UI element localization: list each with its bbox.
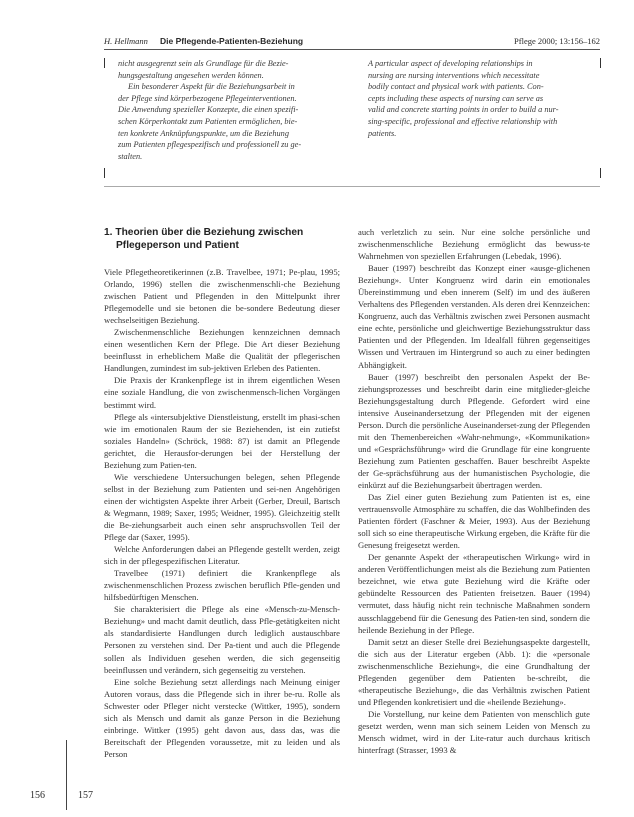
page-number-left: 156: [30, 790, 45, 801]
header-rule: [104, 49, 600, 50]
header-running-title: Die Pflegende-Patienten-Beziehung: [160, 36, 304, 46]
abstract-rule: [104, 186, 600, 187]
gutter-line: [66, 740, 67, 810]
paragraph: Travelbee (1971) definiert die Krankenpflege als zwischenmenschlichen Prozess zwischen beruflich Pfle-genden und hilfsbedürftigen Menschen.: [104, 568, 340, 603]
section-number: 1.: [104, 227, 113, 238]
abstract-en-line: patients.: [368, 128, 397, 138]
paragraph: Welche Anforderungen dabei an Pflegende gestellt werden, zeigt sich in der pflegespezifischen Literatur.: [104, 544, 340, 567]
abstract-en-line: sing-specific, professional and effective relationship with: [368, 116, 558, 126]
abstract-de-line: zum Patienten pflegespezifisch und professionell zu ge-: [118, 140, 302, 150]
abstract-de-line: schen Körperkontakt zum Patienten ermöglichen, bie-: [118, 116, 298, 126]
paragraph: Die Vorstellung, nur keine dem Patienten von menschlich gute gesetzt werden, wenn man sich seinem Leiden von Mensch zu Mensch widmet, wird in der Lite-ratur auch durchaus kritisch hinterfragt (Strasser, 1993 &: [358, 708, 590, 756]
paragraph: Wie verschiedene Untersuchungen belegen, sehen Pflegende selbst in der Beziehung zum Patienten und sei-nen Angehörigen einen der wichtigsten Aspekte ihrer Arbeit (Gerber, Dreuil, Bartsch & Wegmann, 1989; Saxer, 1995; Weidner, 1995). Gleichzeitig stellt die Be-ziehungsarbeit auch einen sehr anspruchsvollen Teil der Pflege dar (Saxer, 1995).: [104, 471, 340, 543]
body-column-right: [358, 226, 590, 756]
body-column-left: [104, 266, 340, 760]
paragraph: Das Ziel einer guten Beziehung zum Patienten ist es, eine vertrauensvolle Atmosphäre zu schaffen, die das Wohlbefinden des Patienten fördert (Faschner & Meier, 1993). Aus der Beziehung soll sich so eine therapeutische Wirkung ergeben, die Kräfte für die Genesung freigesetzt werden.: [358, 492, 590, 551]
section-heading: [104, 227, 344, 252]
paragraph: Pflege als «intersubjektive Dienstleistung, erstellt im phasi-schen wie im emotionalen Raum der sie Beziehenden, ist ein zutiefst soziales Handeln» (Schröck, 1988: 87) ist damit an Pflegende gerichtet, die Herausfor-derungen bei der Herstellung der Beziehung zum Patien-ten.: [104, 411, 340, 470]
abstract-en-line: valid and concrete starting points in order to build a nur-: [368, 105, 559, 115]
abstract-marker-bottom-right: [600, 168, 601, 178]
paragraph: Der genannte Aspekt der «therapeutischen Wirkung» wird in anderen Veröffentlichungen meist als die Beziehung zum Patienten bezeichnet, wie etwa gute Beziehung wird die Kräfte oder gebündelte Ressourcen des Patienten freisetzen. Bauer (1994) vermutet, dass häufig nicht rein technische Maßnahmen sondern ausschlaggebend für die Genesung des Patien-ten sind, sondern die heilende Beziehung in der Pflege.: [358, 552, 590, 635]
header-journal: Pflege 2000; 13:156–162: [514, 36, 600, 46]
paragraph: Die Praxis der Krankenpflege ist in ihrem eigentlichen Wesen eine soziale Handlung, die von zwischenmensch-lichen Vorgängen bestimmt wird.: [104, 375, 340, 410]
abstract-de-line: der Pflege sind körperbezogene Pflegeinterventionen.: [118, 93, 297, 103]
paragraph: Sie charakterisiert die Pflege als eine «Mensch-zu-Mensch-Beziehung» und macht damit deutlich, dass Pfle-getätigkeiten nicht als standardisierte Handlungen durch lediglich austauschbare Personen zu verstehen sind. Der Pa-tient und auch die Pflegende sollen als Individuen gesehen werden, die sich gegenseitig beeinflussen und verändern, sich gegenseitig zu verstehen.: [104, 604, 340, 675]
abstract-marker-top-left: [104, 58, 105, 68]
paragraph: Zwischenmenschliche Beziehungen kennzeichnen demnach einen wesentlichen Kern der Pflege. Die Art dieser Beziehung beeinflusst in erheblichem Maße die Qualität der pflegerischen Handlungen, zumindest im sub-jektiven Erleben des Patienten.: [104, 327, 340, 374]
paragraph: Viele Pflegetheoretikerinnen (z.B. Travelbee, 1971; Pe-plau, 1995; Orlando, 1996) stellen die zwischenmenschli-che Beziehung zwischen Patient und Pflegenden in den Mittelpunkt ihrer Pflegemodelle und sie betonen die be-sondere Bedeutung dieser wechselseitigen Beziehung.: [104, 267, 340, 326]
paragraph: auch verletzlich zu sein. Nur eine solche persönliche und zwischenmenschliche Beziehung ermöglicht das bewuss-te Wahrnehmen von speziellen Erfahrungen (Lebedak, 1996).: [358, 227, 590, 262]
abstract-en-line: A particular aspect of developing relationships in: [368, 59, 533, 68]
abstract-german: [118, 58, 334, 162]
running-header: [104, 36, 600, 50]
abstract-en-line: cepts including these aspects of nursing can serve as: [368, 93, 544, 103]
abstract-en-line: bodily contact and physical work with patients. Con-: [368, 82, 544, 92]
abstract-de-line: hungsgestaltung angesehen werden können.: [118, 70, 264, 80]
abstract-de-line: nicht ausgegrenzt sein als Grundlage für die Bezie-: [118, 59, 289, 68]
section-title-line2: Pflegeperson und Patient: [116, 239, 239, 251]
abstract-english: [368, 58, 586, 139]
paragraph: Bauer (1997) beschreibt das Konzept einer «ausge-glichenen Beziehung». Unter Kongruenz wird darin ein emotionales Übereinstimmung und eben innerem (Self) im und des äußeren Verhaltens des Pflegenden verstanden. Als deren drei Kennzeichen: Kongruenz, auch das Verhältnis zwischen zwei Personen ausmacht eine echte, persönliche und gleichwertige Beziehungsstruktur dass Patienten und der Pflegenden. Im Idealfall führen gegenseitiges Wissen und Vertrauen im Hintergrund so auch zu einer bedingten Abhängigkeit.: [358, 263, 590, 370]
abstract-marker-bottom-left: [104, 168, 105, 178]
abstract-de-line: Ein besonderer Aspekt für die Beziehungsarbeit in: [128, 82, 295, 92]
paragraph: Damit setzt an dieser Stelle drei Beziehungsaspekte dargestellt, die sich aus der Literatur ergeben (Abb. 1): die «personale zwischenmenschliche Beziehung», die eine Grundhaltung der Pflegenden gegenüber dem Patienten be-schreibt, die «therapeutische Beziehung», die das Verhältnis zwischen Patient und Pflegenden konkretisiert und die «heilende Beziehung».: [358, 636, 590, 707]
paragraph: Eine solche Beziehung setzt allerdings nach Meinung einiger Autoren voraus, dass die Pflegende sich in ihrer be-ru. Rolle als Schwester oder Pfleger nicht verstecke (Wittker, 1995), sondern sich als Mensch und damit als ganze Person in die Beziehung einbringe. Wittker (1995) geht davon aus, dass das, was die Bereitschaft der Pflegenden voraussetze, mit zu leiden und als Person: [104, 676, 340, 759]
abstract-de-line: Die Anwendung spezieller Konzepte, die einen spezifi-: [118, 105, 299, 115]
abstract-de-line: ten konkrete Anknüpfungspunkte, um die Beziehung: [118, 128, 289, 138]
abstract-de-line: stalten.: [118, 151, 143, 161]
abstract-en-line: nursing are nursing interventions which necessitate: [368, 70, 540, 80]
abstract-marker-top-right: [600, 58, 601, 68]
page-number-right: 157: [78, 790, 93, 801]
header-author: H. Hellmann: [104, 36, 148, 46]
section-title-line1: Theorien über die Beziehung zwischen: [115, 227, 304, 238]
paragraph: Bauer (1997) beschreibt den personalen Aspekt der Be-ziehungsprozesses und beschreibt darin eine mitglieder-gleiche Beziehungsgestaltung durch Pflegende. Gefordert wird eine intensive Auseinandersetzung der Pflegenden mit der eigenen Person. Durch die persönliche Auseinanderset-zung der Pflegenden mit den Themenbereichen «Wahr-nehmung», «Kommunikation» und «Gesprächsführung» wird die Grundlage für eine kongruente Beziehung zum Patienten geschaffen. Bauer beschreibt Aspekte der Ge-sprächsführung aus der humanistischen Psychologie, die einkürzt auf die Beziehungsarbeit übertragen werden.: [358, 371, 590, 490]
